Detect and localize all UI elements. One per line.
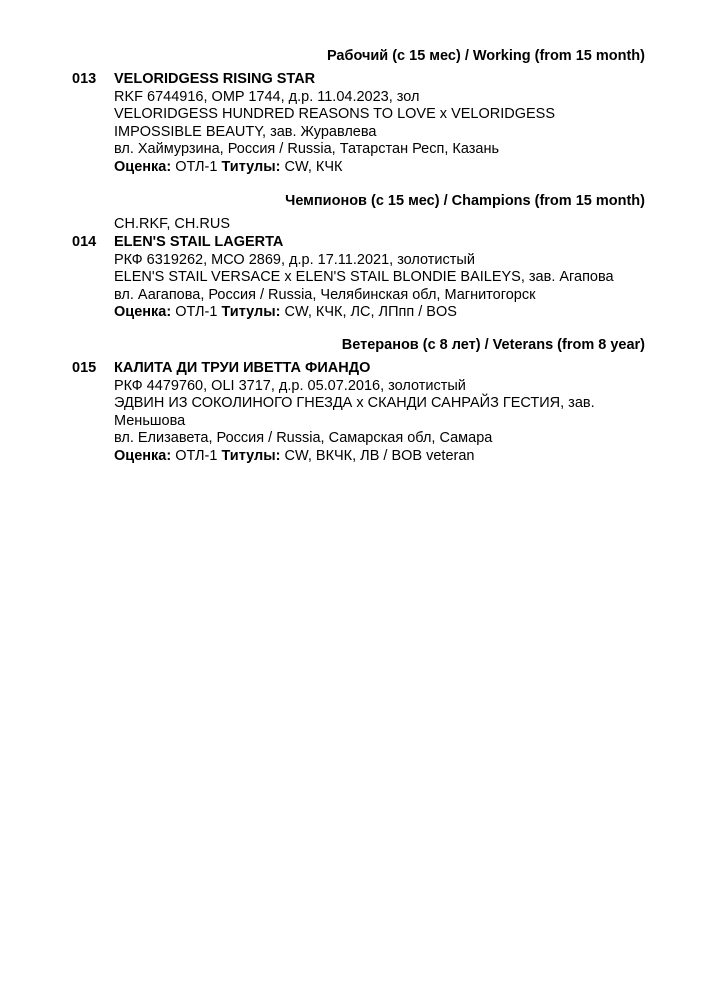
grade-value: ОТЛ-1: [175, 304, 218, 320]
owner-info: вл. Аагапова, Россия / Russia, Челябинская обл, Магнитогорск: [114, 286, 536, 303]
parents-breeder: ELEN'S STAIL VERSACE x ELEN'S STAIL BLONDIE BAILEYS, зав. Агапова: [114, 269, 614, 285]
grade-label: Оценка:: [114, 158, 172, 175]
entry-number: 014: [72, 234, 97, 250]
grade-line: [114, 448, 672, 466]
catalog-entry-014: [72, 234, 672, 322]
parents-breeder: ЭДВИН ИЗ СОКОЛИНОГО ГНЕЗДА x СКАНДИ САНРАЙЗ ГЕСТИЯ, зав. Меньшова: [114, 395, 595, 429]
grade-label: Оценка:: [114, 447, 172, 464]
grade-value: ОТЛ-1: [175, 158, 218, 175]
grade-label: Оценка:: [114, 304, 172, 320]
entry-number: 015: [72, 360, 97, 376]
dog-name: КАЛИТА ДИ ТРУИ ИВЕТТА ФИАНДО: [114, 360, 371, 376]
class-heading-champions: Чемпионов (с 15 мес) / Champions (from 15 month): [285, 193, 645, 209]
registration-info: RKF 6744916, OMP 1744, д.р. 11.04.2023, зол: [114, 88, 420, 105]
titles-label: Титулы:: [221, 447, 281, 464]
owner-info: вл. Хаймурзина, Россия / Russia, Татарстан Респ, Казань: [114, 141, 500, 157]
class-heading-working: Рабочий (с 15 мес) / Working (from 15 month): [326, 48, 645, 64]
registration-info: РКФ 6319262, МСО 2869, д.р. 17.11.2021, золотистый: [114, 251, 475, 268]
titles-value: CW, ВКЧК, ЛВ / BOB veteran: [284, 447, 475, 464]
parents-breeder: VELORIDGESS HUNDRED REASONS TO LOVE x VELORIDGESS IMPOSSIBLE BEAUTY, зав. Журавлева: [114, 106, 556, 140]
grade-line: [114, 159, 672, 177]
class-heading-veterans: Ветеранов (с 8 лет) / Veterans (from 8 year): [341, 337, 645, 353]
entry-number: 013: [72, 71, 97, 87]
registration-info: РКФ 4479760, OLI 3717, д.р. 05.07.2016, золотистый: [114, 377, 466, 394]
catalog-entry-013: [72, 71, 672, 176]
titles-value: CW, КЧК: [284, 158, 343, 175]
titles-value: CW, КЧК, ЛС, ЛПпп / BOS: [284, 304, 457, 320]
catalog-entry-015: [72, 360, 672, 465]
titles-label: Титулы:: [221, 158, 281, 175]
pre-titles: CH.RKF, CH.RUS: [114, 216, 231, 232]
grade-value: ОТЛ-1: [175, 447, 218, 464]
grade-line: [114, 304, 672, 322]
dog-name: ELEN'S STAIL LAGERTA: [114, 234, 284, 250]
owner-info: вл. Елизавета, Россия / Russia, Самарская обл, Самара: [114, 430, 493, 446]
titles-label: Титулы:: [221, 304, 281, 320]
dog-name: VELORIDGESS RISING STAR: [114, 71, 316, 87]
